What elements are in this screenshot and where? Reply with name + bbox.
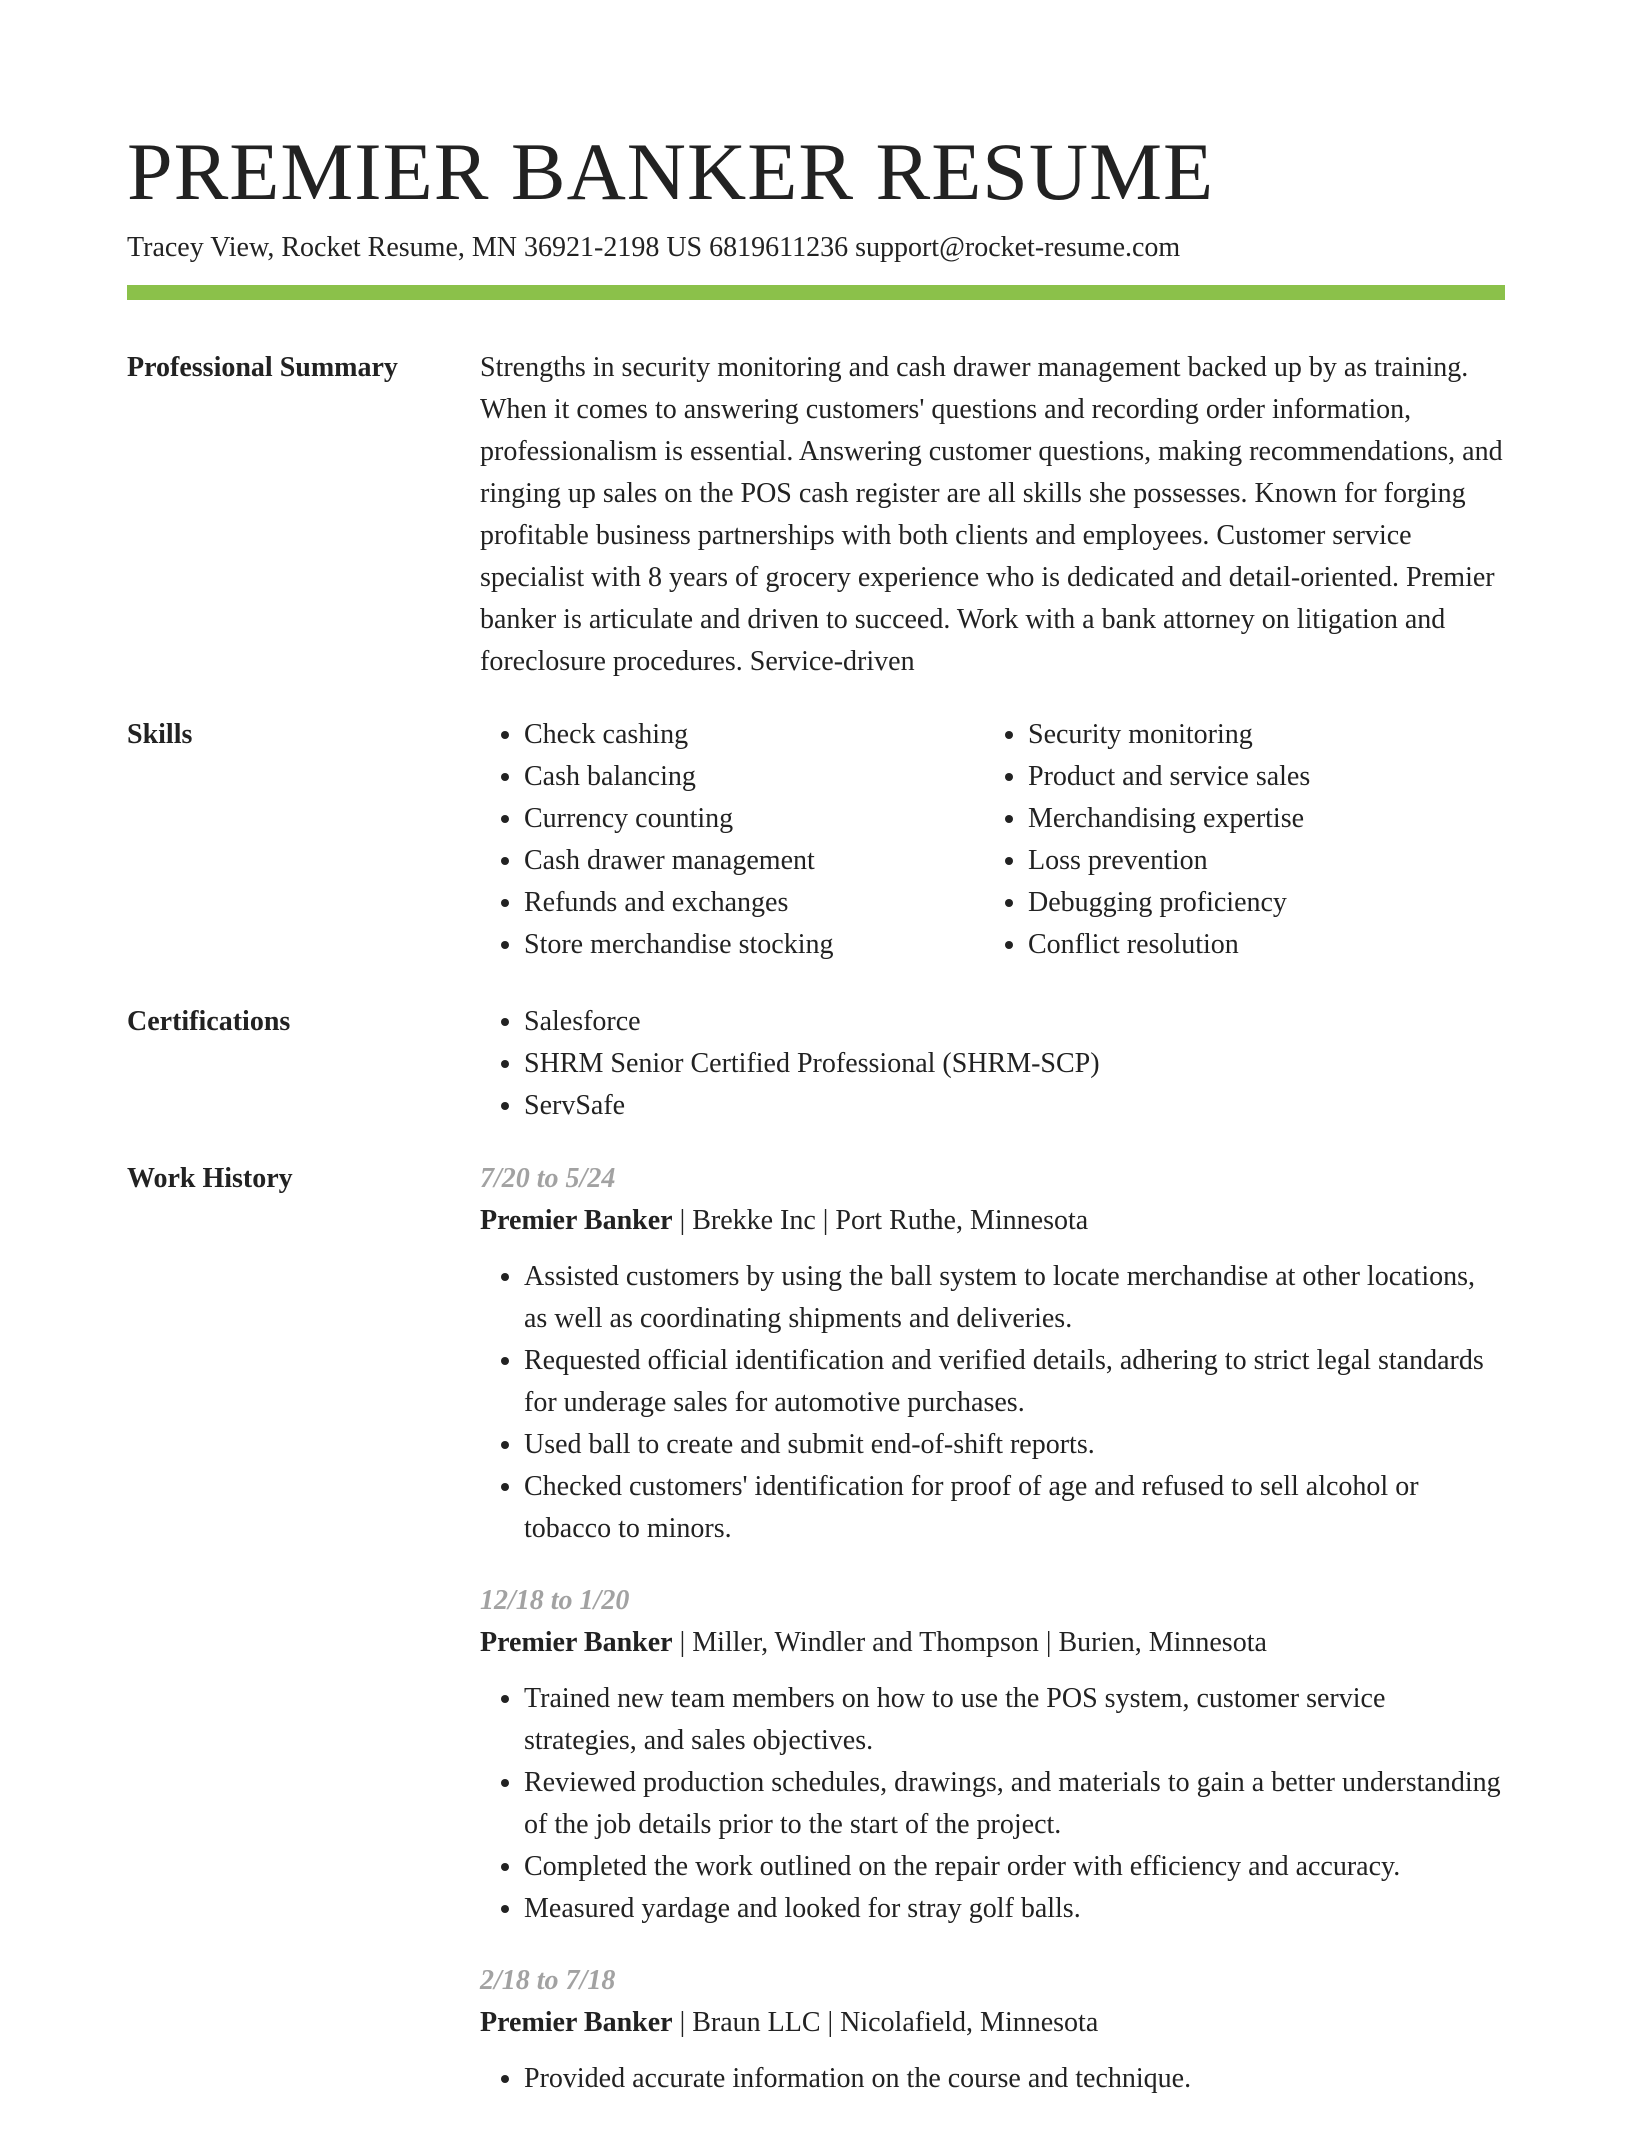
job-title: Premier Banker [480, 1627, 673, 1658]
resume-title: PREMIER BANKER RESUME [127, 126, 1215, 217]
job-entry [480, 1580, 1505, 1930]
contact-info: Tracey View, Rocket Resume, MN 36921-2198 US 6819611236 support@rocket-resume.com [127, 232, 1181, 263]
skills-list-right [984, 714, 1488, 966]
job-bullets [480, 1678, 1505, 1930]
job-dates: 7/20 to 5/24 [480, 1163, 616, 1194]
job-entry [480, 1158, 1505, 1550]
skill-item: • Loss prevention [1028, 840, 1488, 882]
summary-label: Professional Summary [127, 352, 398, 383]
job-heading [480, 1200, 1505, 1242]
certifications-label: Certifications [127, 1006, 291, 1037]
skill-item: • Cash drawer management [524, 840, 984, 882]
job-bullet: • Completed the work outlined on the repair order with efficiency and accuracy. [524, 1846, 1505, 1888]
job-bullet: • Measured yardage and looked for stray golf balls. [524, 1888, 1505, 1930]
job-title: Premier Banker [480, 1205, 673, 1236]
certification-item: • Salesforce [524, 1001, 1505, 1043]
skill-item: • Refunds and exchanges [524, 882, 984, 924]
skill-item: • Security monitoring [1028, 714, 1488, 756]
job-bullet: • Provided accurate information on the course and technique. [524, 2058, 1505, 2100]
job-bullets [480, 1256, 1505, 1550]
skill-item: • Merchandising expertise [1028, 798, 1488, 840]
job-bullet: • Requested official identification and verified details, adhering to strict legal standards for underage sales for automotive purchases. [524, 1340, 1505, 1424]
certification-item: • ServSafe [524, 1085, 1505, 1127]
job-details: | Brekke Inc | Port Ruthe, Minnesota [672, 1205, 1089, 1236]
skills-label: Skills [127, 719, 193, 750]
summary-text: Strengths in security monitoring and cash drawer management backed up by as training. When it comes to answering customers' questions and recording order information, professionalism is essential. Answering customer questions, making recommendations, and ringing up sales on the POS cash register are all skills she possesses. Known for forging profitable business partnerships with both clients and employees. Customer service specialist with 8 years of grocery experience who is dedicated and detail-oriented. Premier banker is articulate and driven to succeed. Work with a bank attorney on litigation and foreclosure procedures. Service-driven [480, 352, 1503, 677]
job-dates: 2/18 to 7/18 [480, 1965, 616, 1996]
skill-item: • Product and service sales [1028, 756, 1488, 798]
skill-item: • Debugging proficiency [1028, 882, 1488, 924]
job-bullets [480, 2058, 1505, 2100]
certifications-list [480, 1001, 1505, 1127]
job-heading [480, 1622, 1505, 1664]
job-bullet: • Trained new team members on how to use the POS system, customer service strategies, and sales objectives. [524, 1678, 1505, 1762]
job-heading [480, 2002, 1505, 2044]
accent-divider [127, 285, 1505, 300]
job-details: | Miller, Windler and Thompson | Burien, Minnesota [672, 1627, 1267, 1658]
skill-item: • Cash balancing [524, 756, 984, 798]
job-bullet: • Reviewed production schedules, drawings, and materials to gain a better understanding of the job details prior to the start of the project. [524, 1762, 1505, 1846]
certification-item: • SHRM Senior Certified Professional (SHRM-SCP) [524, 1043, 1505, 1085]
work-history-label: Work History [127, 1163, 293, 1194]
skill-item: • Conflict resolution [1028, 924, 1488, 966]
skills-list-left [480, 714, 984, 966]
skill-item: • Currency counting [524, 798, 984, 840]
skill-item: • Check cashing [524, 714, 984, 756]
skill-item: • Store merchandise stocking [524, 924, 984, 966]
job-bullet: • Used ball to create and submit end-of-shift reports. [524, 1424, 1505, 1466]
job-dates: 12/18 to 1/20 [480, 1585, 630, 1616]
job-bullet: • Assisted customers by using the ball system to locate merchandise at other locations, as well as coordinating shipments and deliveries. [524, 1256, 1505, 1340]
job-details: | Braun LLC | Nicolafield, Minnesota [672, 2007, 1099, 2038]
job-entry [480, 1960, 1505, 2100]
job-bullet: • Checked customers' identification for proof of age and refused to sell alcohol or tobacco to minors. [524, 1466, 1505, 1550]
job-title: Premier Banker [480, 2007, 673, 2038]
